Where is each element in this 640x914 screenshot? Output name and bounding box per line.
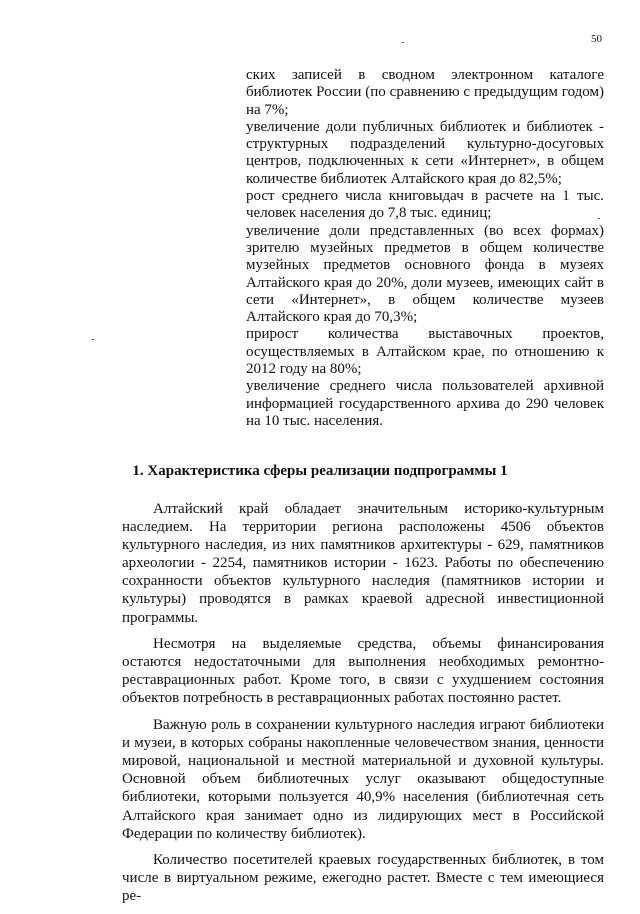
- scan-speck: [92, 339, 94, 340]
- section-heading: 1. Характеристика сферы реализации подпрограммы 1: [132, 463, 508, 479]
- list-item: увеличение среднего числа пользователей архивной информацией государственного архива до 290 человек на 10 тыс. населения.: [246, 378, 604, 429]
- target-indicators-list: [246, 67, 604, 430]
- list-item: увеличение доли публичных библиотек и библиотек - структурных подразделений культурно-досуговых центров, подключенных к сети «Интернет», в общем количестве библиотек Алтайского края до 82,5%;: [246, 118, 604, 187]
- list-item: прирост количества выставочных проектов, осуществляемых в Алтайском крае, по отношению к 2012 году на 80%;: [246, 326, 604, 378]
- scan-speck: [598, 218, 600, 219]
- scan-speck: [402, 42, 404, 43]
- body-paragraph: Алтайский край обладает значительным историко-культурным наследием. На территории региона расположены 4506 объектов культурного наследия, из них памятников архитектуры - 629, памятников археологии - 2254, памятников истории - 1623. Работы по обеспечению сохранности объектов культурного наследия (памятников истории и культуры) проводятся в рамках краевой адресной инвестиционной программы.: [122, 501, 604, 626]
- section-body: [122, 500, 604, 914]
- list-item: увеличение доли представленных (во всех формах) зрителю музейных предметов в общем количестве музейных предметов основного фонда в музеях Алтайского края до 20%, доли музеев, имеющих сайт в сети «Интернет», в общем количестве музеев Алтайского края до 70,3%;: [246, 222, 604, 326]
- body-paragraph: Несмотря на выделяемые средства, объемы финансирования остаются недостаточными для выполнения необходимых ремонтно-реставрационных работ. Кроме того, в связи с ухудшением состояния объектов потребность в реставрационных работах постоянно растет.: [122, 636, 604, 707]
- body-paragraph: Важную роль в сохранении культурного наследия играют библиотеки и музеи, в которых собраны накопленные человечеством знания, ценности мировой, национальной и местной материальной и духовной культуры. Основной объем библиотечных услуг оказывают общедоступные библиотеки, которыми пользуется 40,9% населения (библиотечная сеть Алтайского края занимает одно из лидирующих мест в Российской Федерации по количеству библиотек).: [122, 717, 604, 842]
- list-item: ских записей в сводном электронном каталоге библиотек России (по сравнению с предыдущим годом) на 7%;: [246, 67, 604, 118]
- list-item: рост среднего числа книговыдач в расчете на 1 тыс. человек населения до 7,8 тыс. единиц;: [246, 188, 604, 222]
- page-number: 50: [591, 33, 602, 45]
- body-paragraph: Количество посетителей краевых государственных библиотек, в том числе в виртуальном режиме, ежегодно растет. Вместе с тем имеющиеся ре-: [122, 852, 604, 905]
